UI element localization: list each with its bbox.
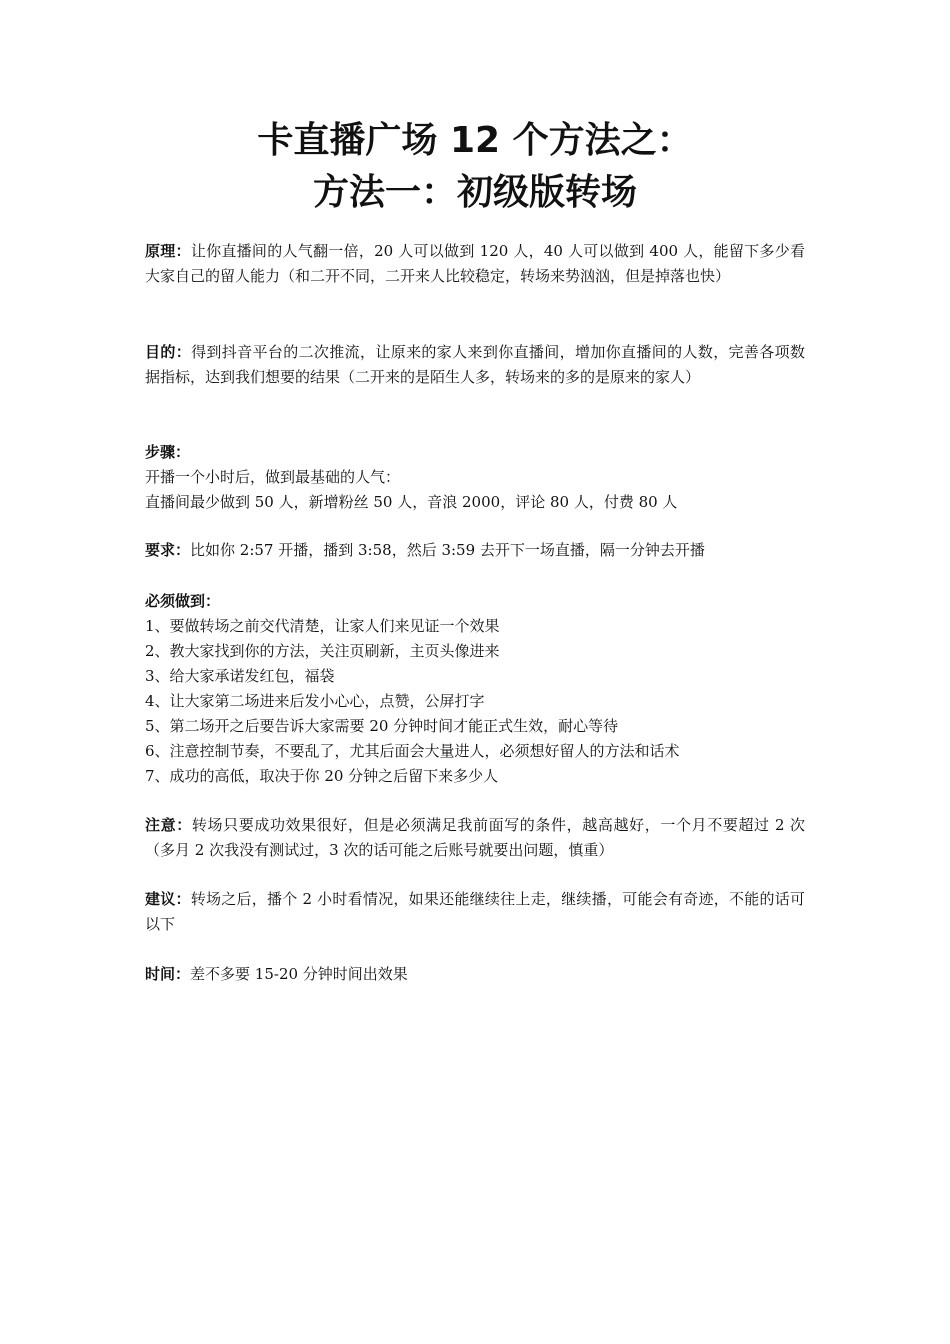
- must-do-item: 6、注意控制节奏，不要乱了，尤其后面会大量进人，必须想好留人的方法和话术: [145, 742, 680, 760]
- note-text: 转场只要成功效果很好，但是必须满足我前面写的条件，越高越好，一个月不要超过 2 次（多月 2 次我没有测试过，3 次的话可能之后账号就要出问题，慎重）: [145, 816, 805, 859]
- must-do-section: [145, 589, 805, 789]
- steps-line: 直播间最少做到 50 人，新增粉丝 50 人，音浪 2000，评论 80 人，付费 80 人: [145, 493, 678, 511]
- purpose-text: 得到抖音平台的二次推流，让原来的家人来到你直播间，增加你直播间的人数，完善各项数据指标，达到我们想要的结果（二开来的是陌生人多，转场来的多的是原来的家人）: [145, 343, 805, 386]
- must-do-label: 必须做到：: [145, 592, 221, 610]
- purpose-label: 目的：: [145, 343, 192, 361]
- requirement-label: 要求：: [145, 541, 191, 559]
- time-section: [145, 962, 805, 987]
- suggestion-section: [145, 887, 805, 937]
- must-do-item: 5、第二场开之后要告诉大家需要 20 分钟时间才能正式生效，耐心等待: [145, 717, 619, 735]
- requirement-text: 比如你 2:57 开播，播到 3:58，然后 3:59 去开下一场直播，隔一分钟去开播: [190, 541, 705, 559]
- must-do-item: 7、成功的高低，取决于你 20 分钟之后留下来多少人: [145, 767, 499, 785]
- principle-label: 原理：: [145, 242, 191, 260]
- note-label: 注意：: [145, 816, 192, 834]
- must-do-item: 4、让大家第二场进来后发小心心，点赞，公屏打字: [145, 692, 485, 710]
- steps-section: [145, 440, 805, 515]
- suggestion-label: 建议：: [145, 890, 191, 908]
- steps-line: 开播一个小时后，做到最基础的人气：: [145, 468, 401, 486]
- principle-section: [145, 239, 805, 289]
- document-title-line-2: 方法一：初级版转场: [312, 172, 637, 213]
- time-label: 时间：: [145, 965, 191, 983]
- must-do-item: 1、要做转场之前交代清楚，让家人们来见证一个效果: [145, 617, 500, 635]
- document-title-line-1: 卡直播广场 12 个方法之：: [257, 120, 693, 161]
- purpose-section: [145, 340, 805, 390]
- must-do-item: 3、给大家承诺发红包，福袋: [145, 667, 335, 685]
- must-do-item: 2、教大家找到你的方法，关注页刷新，主页头像进来: [145, 642, 500, 660]
- time-text: 差不多要 15-20 分钟时间出效果: [190, 965, 408, 983]
- principle-text: 让你直播间的人气翻一倍，20 人可以做到 120 人，40 人可以做到 400 人，能留下多少看大家自己的留人能力（和二开不同，二开来人比较稳定，转场来势汹汹，但是掉落也快）: [145, 242, 805, 285]
- requirement-section: [145, 538, 805, 563]
- steps-label: 步骤：: [145, 443, 191, 461]
- note-section: [145, 813, 805, 863]
- suggestion-text: 转场之后，播个 2 小时看情况，如果还能继续往上走，继续播，可能会有奇迹，不能的话可以下: [145, 890, 805, 933]
